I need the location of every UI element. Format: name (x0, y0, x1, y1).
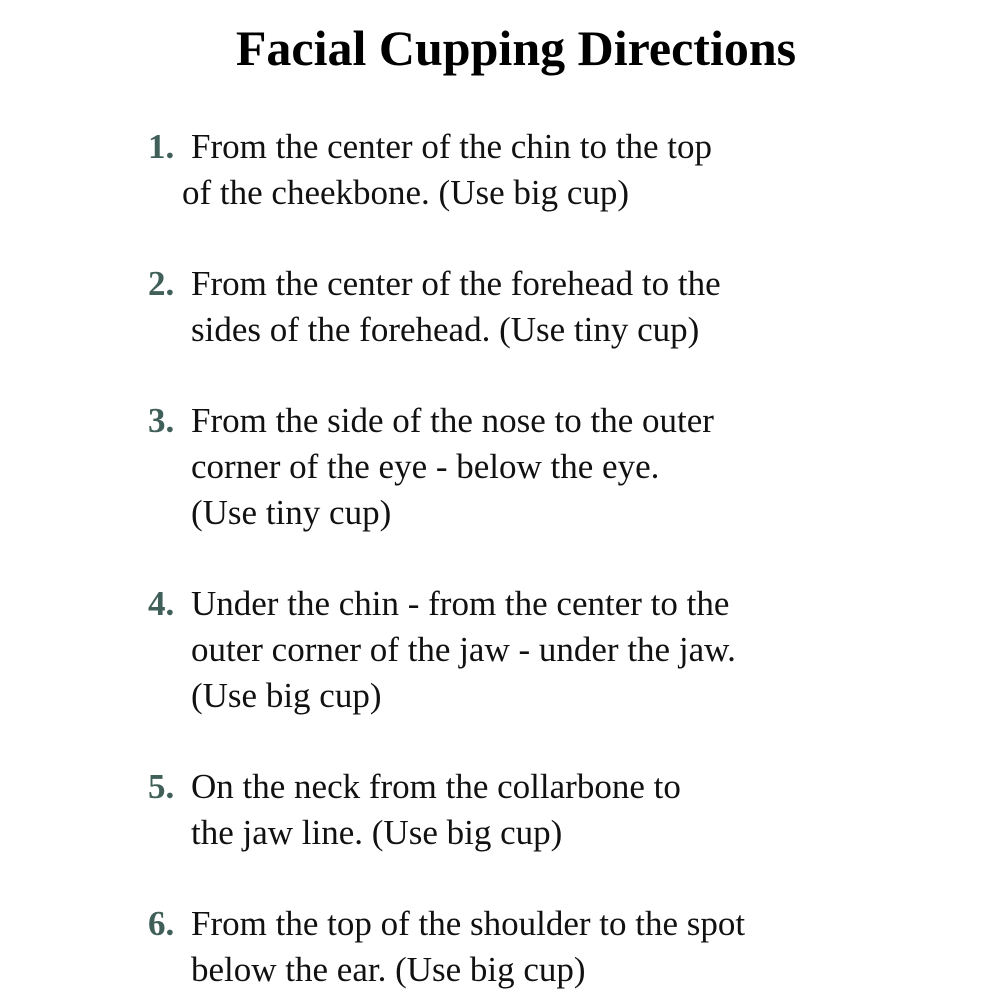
step-text-line: of the cheekbone. (Use big cup) (182, 173, 630, 212)
direction-step-4 (148, 581, 948, 719)
step-text-line: (Use big cup) (191, 676, 382, 715)
direction-step-1 (148, 124, 948, 216)
page-title: Facial Cupping Directions (235, 20, 797, 76)
step-text-line: (Use tiny cup) (191, 493, 392, 532)
step-text-line: From the top of the shoulder to the spot (191, 904, 746, 943)
step-number: 6. (148, 904, 175, 943)
step-text-line: below the ear. (Use big cup) (191, 950, 586, 989)
step-text-line: From the side of the nose to the outer (191, 401, 714, 440)
step-text-line: Under the chin - from the center to the (191, 584, 730, 623)
step-number: 2. (148, 264, 175, 303)
step-text-line: sides of the forehead. (Use tiny cup) (191, 310, 700, 349)
step-number: 5. (148, 767, 175, 806)
direction-step-5 (148, 764, 948, 856)
step-text-line: outer corner of the jaw - under the jaw. (191, 630, 736, 669)
step-text-line: corner of the eye - below the eye. (191, 447, 660, 486)
step-text-line: From the center of the chin to the top (191, 127, 712, 166)
step-number: 4. (148, 584, 175, 623)
direction-step-6 (148, 901, 948, 993)
step-text-line: On the neck from the collarbone to (191, 767, 681, 806)
step-number: 3. (148, 401, 175, 440)
step-number: 1. (148, 127, 175, 166)
step-text-line: the jaw line. (Use big cup) (191, 813, 563, 852)
direction-step-3 (148, 398, 948, 536)
step-text-line: From the center of the forehead to the (191, 264, 721, 303)
direction-step-2 (148, 261, 948, 353)
